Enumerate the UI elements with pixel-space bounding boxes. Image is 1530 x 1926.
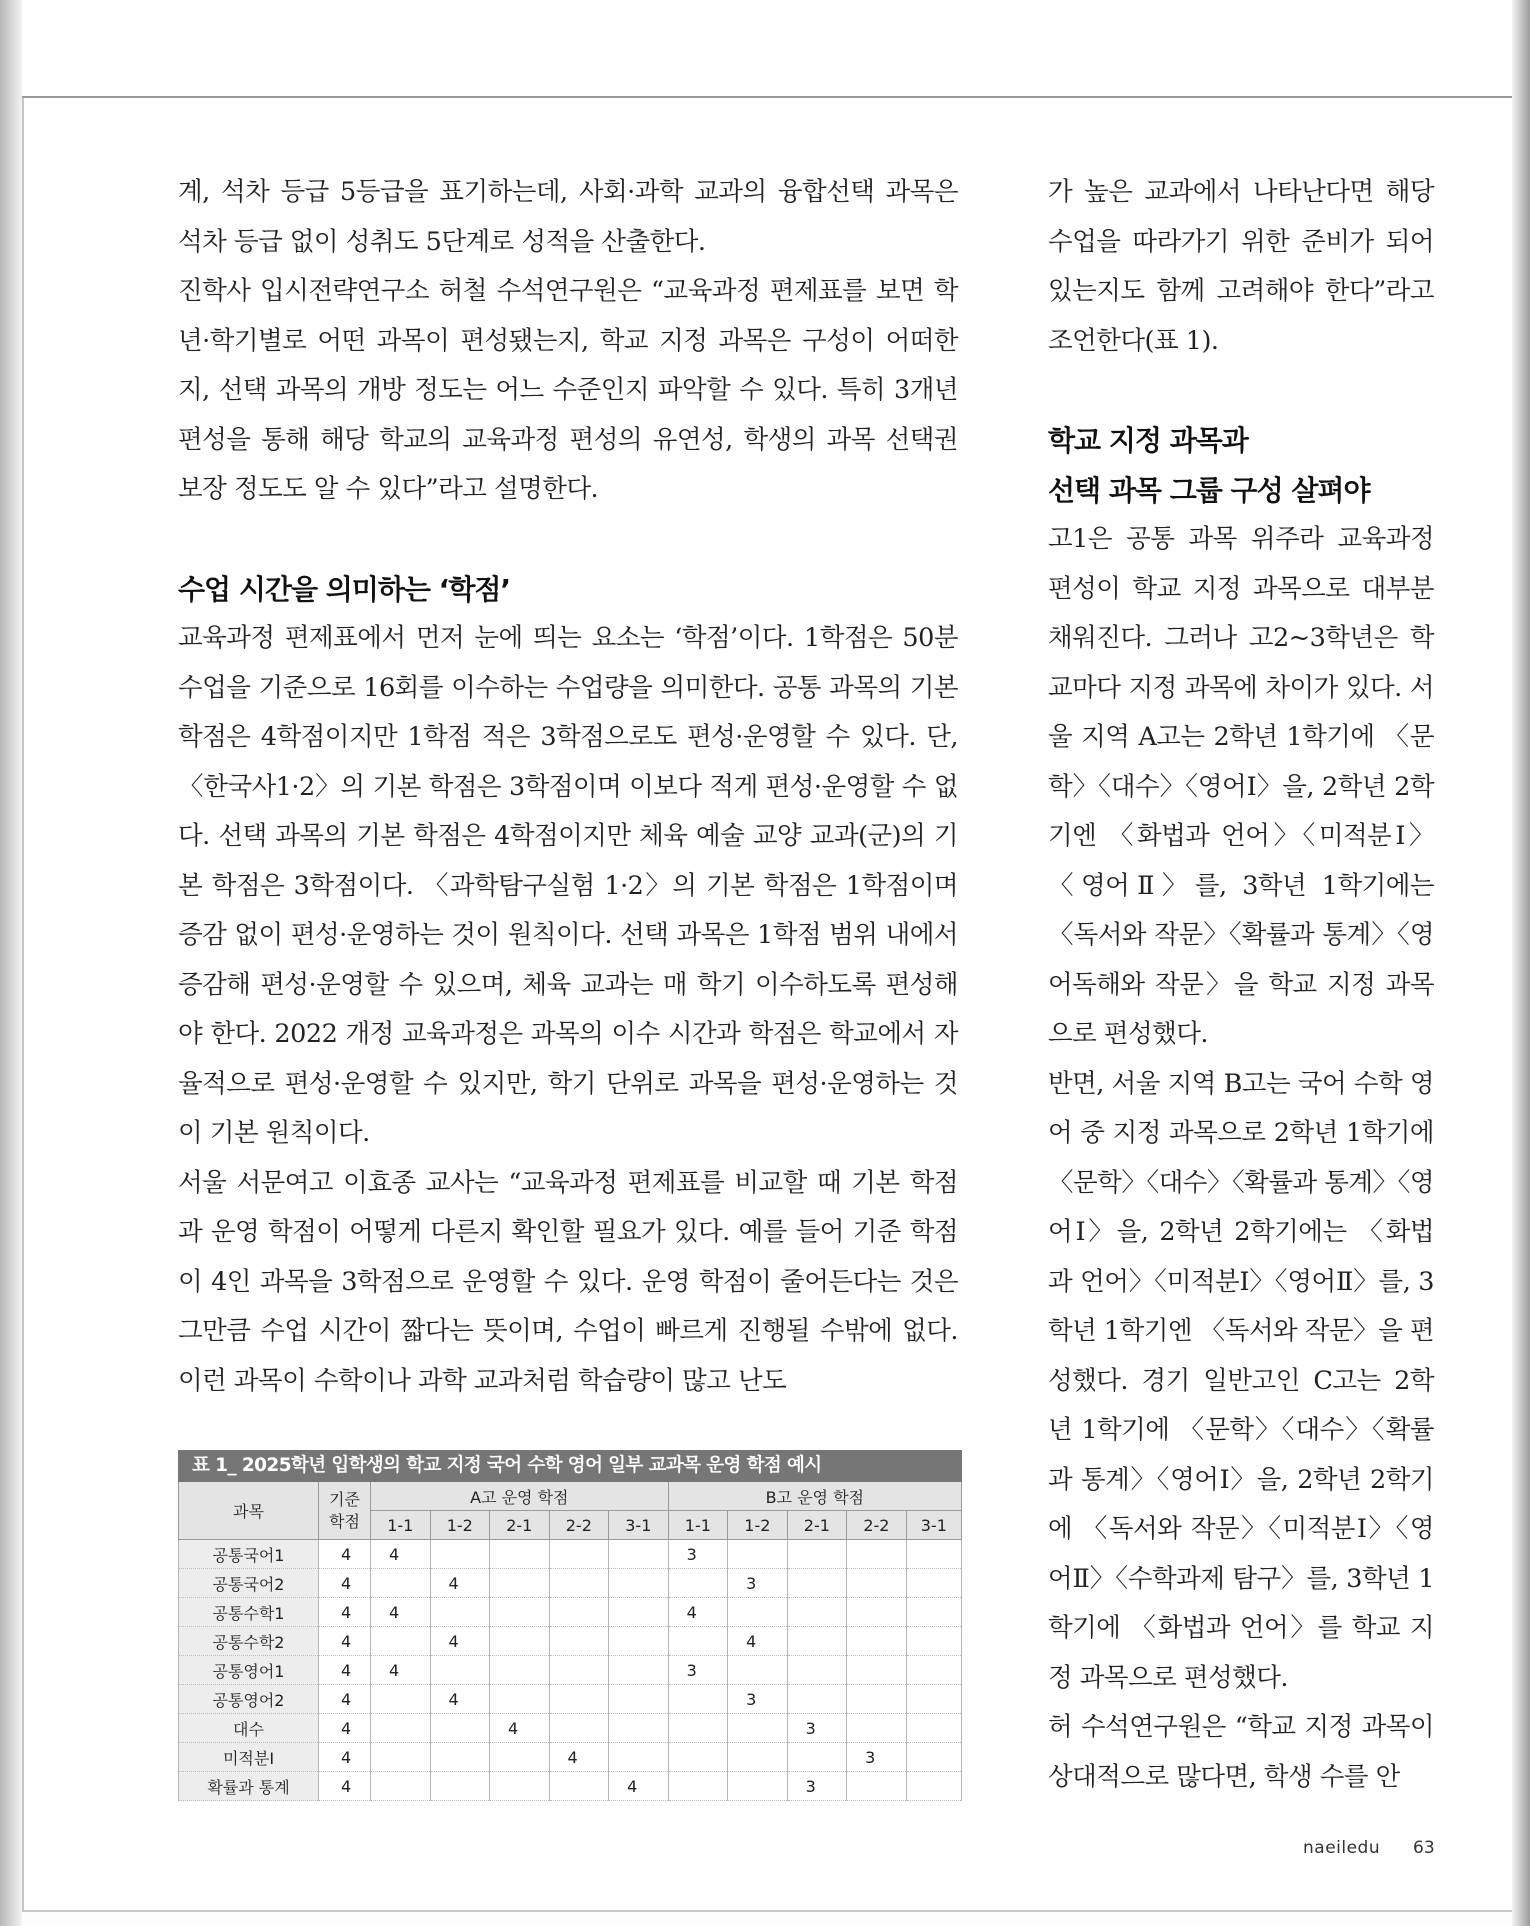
section-heading-line2: 선택 과목 그룹 구성 살펴야 — [1048, 473, 1370, 507]
cell-credit-b — [906, 1685, 961, 1714]
cell-subject: 공통수학2 — [179, 1627, 319, 1656]
cell-credit-a — [371, 1685, 431, 1714]
cell-base-credit: 4 — [319, 1569, 371, 1598]
table-row — [179, 1656, 962, 1685]
spacer — [1048, 366, 1434, 416]
cell-credit-a — [430, 1714, 490, 1743]
cell-credit-b: 4 — [668, 1598, 728, 1627]
cell-credit-a — [549, 1714, 609, 1743]
cell-credit-b — [847, 1540, 907, 1569]
section-heading-line1: 학교 지정 과목과 — [1048, 424, 1248, 457]
cell-credit-b — [906, 1772, 961, 1801]
cell-subject: 대수 — [179, 1714, 319, 1743]
cell-credit-b: 3 — [668, 1540, 728, 1569]
header-term: 1-2 — [430, 1511, 490, 1540]
cell-credit-b — [668, 1743, 728, 1772]
table-body — [179, 1540, 962, 1801]
cell-base-credit: 4 — [319, 1627, 371, 1656]
cell-credit-a — [371, 1743, 431, 1772]
cell-subject: 공통영어1 — [179, 1656, 319, 1685]
paragraph: 진학사 입시전략연구소 허철 수석연구원은 “교육과정 편제표를 보면 학년·학기별로 어떤 과목이 편성됐는지, 학교 지정 과목은 구성이 어떠한지, 선택 과목의 개방 정도는 어느 수준인지 파악할 수 있다. 특히 3개년 편성을 통해 해당 학교의 교육과정 편성의 유연성, 학생의 과목 선택권 보장 정도도 알 수 있다”라고 설명한다. — [178, 276, 958, 504]
cell-credit-a — [490, 1598, 550, 1627]
cell-credit-a — [490, 1569, 550, 1598]
table-caption: 표 1_ 2025학년 입학생의 학교 지정 국어 수학 영어 일부 교과목 운영 학점 예시 — [178, 1450, 962, 1482]
cell-base-credit: 4 — [319, 1714, 371, 1743]
cell-subject: 미적분Ⅰ — [179, 1743, 319, 1772]
cell-base-credit: 4 — [319, 1685, 371, 1714]
header-term: 2-1 — [490, 1511, 550, 1540]
header-term: 1-2 — [728, 1511, 788, 1540]
cell-credit-a — [609, 1743, 669, 1772]
paragraph: 서울 서문여고 이효종 교사는 “교육과정 편제표를 비교할 때 기본 학점과 운영 학점이 어떻게 다른지 확인할 필요가 있다. 예를 들어 기준 학점이 4인 과목을 3학점으로 운영할 수 있다. 운영 학점이 줄어든다는 것은 그만큼 수업 시간이 짧다는 뜻이며, 수업이 빠르게 진행될 수밖에 없다. 이런 과목이 수학이나 과학 교과처럼 학습량이 많고 난도 — [178, 1167, 958, 1396]
header-base-credit: 기준 학점 — [319, 1482, 371, 1540]
cell-credit-a — [549, 1627, 609, 1656]
cell-credit-b: 3 — [668, 1656, 728, 1685]
table-row — [179, 1772, 962, 1801]
cell-credit-b — [847, 1627, 907, 1656]
cell-credit-a — [609, 1685, 669, 1714]
cell-credit-a: 4 — [549, 1743, 609, 1772]
header-term: 2-1 — [787, 1511, 847, 1540]
table-row — [179, 1598, 962, 1627]
header-subject: 과목 — [179, 1482, 319, 1540]
cell-credit-a: 4 — [430, 1627, 490, 1656]
paragraph: 가 높은 교과에서 나타난다면 해당 수업을 따라가기 위한 준비가 되어 있는지도 함께 고려해야 한다”라고 조언한다(표 1). — [1048, 177, 1434, 356]
cell-credit-a: 4 — [371, 1540, 431, 1569]
cell-credit-a — [609, 1598, 669, 1627]
cell-credit-a — [371, 1772, 431, 1801]
cell-credit-a — [490, 1743, 550, 1772]
cell-credit-a: 4 — [430, 1685, 490, 1714]
cell-credit-a: 4 — [371, 1656, 431, 1685]
cell-credit-a — [549, 1569, 609, 1598]
cell-credit-b — [906, 1714, 961, 1743]
left-column — [178, 168, 958, 1406]
cell-credit-b — [728, 1540, 788, 1569]
cell-credit-b — [906, 1569, 961, 1598]
header-term: 1-1 — [371, 1511, 431, 1540]
cell-credit-b — [668, 1772, 728, 1801]
cell-credit-a: 4 — [490, 1714, 550, 1743]
header-term: 3-1 — [609, 1511, 669, 1540]
header-term: 2-2 — [847, 1511, 907, 1540]
cell-credit-b — [787, 1569, 847, 1598]
cell-credit-b: 3 — [787, 1714, 847, 1743]
cell-credit-b — [728, 1598, 788, 1627]
paragraph: 허 수석연구원은 “학교 지정 과목이 상대적으로 많다면, 학생 수를 안 — [1048, 1712, 1434, 1792]
cell-credit-a: 4 — [609, 1772, 669, 1801]
footer-brand: naeiledu — [1303, 1838, 1381, 1858]
cell-credit-a — [609, 1627, 669, 1656]
cell-credit-b — [728, 1656, 788, 1685]
cell-credit-b: 3 — [728, 1569, 788, 1598]
cell-credit-b — [787, 1598, 847, 1627]
page-header-band — [22, 0, 1512, 98]
cell-base-credit: 4 — [319, 1598, 371, 1627]
table-row — [179, 1685, 962, 1714]
cell-subject: 공통국어2 — [179, 1569, 319, 1598]
cell-credit-a — [430, 1743, 490, 1772]
cell-credit-a — [609, 1714, 669, 1743]
cell-credit-b — [847, 1685, 907, 1714]
cell-credit-b — [728, 1714, 788, 1743]
cell-subject: 확률과 통계 — [179, 1772, 319, 1801]
cell-credit-a: 4 — [371, 1598, 431, 1627]
cell-credit-a — [609, 1569, 669, 1598]
cell-base-credit: 4 — [319, 1540, 371, 1569]
table-row — [179, 1540, 962, 1569]
page-gutter-shadow — [0, 0, 22, 1926]
paragraph: 반면, 서울 지역 B고는 국어 수학 영어 중 지정 과목으로 2학년 1학기에 〈문학〉〈대수〉〈확률과 통계〉〈영어Ⅰ〉을, 2학년 2학기에는 〈화법과 언어〉〈미적분Ⅰ〉〈영어Ⅱ〉를, 3학년 1학기엔 〈독서와 작문〉을 편성했다. 경기 일반고인 C고는 2학년 1학기에 〈문학〉〈대수〉〈확률과 통계〉〈영어Ⅰ〉을, 2학년 2학기에 〈독서와 작문〉〈미적분Ⅰ〉〈영어Ⅱ〉〈수학과제 탐구〉를, 3학년 1학기에 〈화법과 언어〉를 학교 지정 과목으로 편성했다. — [1048, 1068, 1434, 1693]
cell-credit-a — [549, 1656, 609, 1685]
cell-credit-b — [787, 1627, 847, 1656]
cell-subject: 공통영어2 — [179, 1685, 319, 1714]
cell-credit-b: 4 — [728, 1627, 788, 1656]
cell-credit-b — [668, 1685, 728, 1714]
cell-credit-b — [847, 1714, 907, 1743]
cell-base-credit: 4 — [319, 1772, 371, 1801]
paragraph: 계, 석차 등급 5등급을 표기하는데, 사회·과학 교과의 융합선택 과목은 석차 등급 없이 성취도 5단계로 성적을 산출한다. — [178, 177, 958, 257]
cell-credit-b — [668, 1569, 728, 1598]
cell-credit-a — [490, 1772, 550, 1801]
table-row — [179, 1627, 962, 1656]
spacer — [178, 515, 958, 565]
page-number: 63 — [1413, 1838, 1435, 1858]
header-term: 1-1 — [668, 1511, 728, 1540]
cell-credit-b — [787, 1656, 847, 1685]
cell-credit-b — [728, 1772, 788, 1801]
cell-credit-b: 3 — [728, 1685, 788, 1714]
cell-credit-a — [549, 1598, 609, 1627]
credit-table — [178, 1482, 962, 1801]
cell-credit-a — [490, 1656, 550, 1685]
cell-credit-b — [847, 1569, 907, 1598]
cell-credit-a — [609, 1656, 669, 1685]
cell-credit-b — [906, 1743, 961, 1772]
table-row — [179, 1714, 962, 1743]
cell-subject: 공통수학1 — [179, 1598, 319, 1627]
header-school-b: B고 운영 학점 — [668, 1482, 961, 1511]
cell-credit-a — [430, 1540, 490, 1569]
cell-credit-a — [549, 1540, 609, 1569]
cell-credit-b — [668, 1627, 728, 1656]
cell-credit-a: 4 — [430, 1569, 490, 1598]
cell-credit-a — [430, 1656, 490, 1685]
cell-credit-b — [668, 1714, 728, 1743]
cell-credit-a — [490, 1685, 550, 1714]
cell-subject: 공통국어1 — [179, 1540, 319, 1569]
cell-credit-a — [609, 1540, 669, 1569]
cell-credit-b — [847, 1772, 907, 1801]
cell-credit-b — [787, 1685, 847, 1714]
paragraph: 고1은 공통 과목 위주라 교육과정 편성이 학교 지정 과목으로 대부분 채워진다. 그러나 고2~3학년은 학교마다 지정 과목에 차이가 있다. 서울 지역 A고는 2학년 1학기에 〈문학〉〈대수〉〈영어Ⅰ〉을, 2학년 2학기엔 〈화법과 언어〉〈미적분Ⅰ〉〈영어Ⅱ〉를, 3학년 1학기에는 〈독서와 작문〉〈확률과 통계〉〈영어독해와 작문〉을 학교 지정 과목으로 편성했다. — [1048, 524, 1434, 1049]
cell-base-credit: 4 — [319, 1743, 371, 1772]
header-term: 2-2 — [549, 1511, 609, 1540]
cell-credit-b — [787, 1743, 847, 1772]
cell-credit-a — [371, 1627, 431, 1656]
cell-credit-a — [430, 1598, 490, 1627]
table-row — [179, 1569, 962, 1598]
cell-credit-b — [787, 1540, 847, 1569]
page-edge-shadow — [1512, 0, 1530, 1926]
cell-credit-b — [906, 1540, 961, 1569]
cell-credit-b — [847, 1598, 907, 1627]
cell-credit-a — [490, 1627, 550, 1656]
cell-credit-b: 3 — [787, 1772, 847, 1801]
cell-credit-b — [906, 1598, 961, 1627]
cell-base-credit: 4 — [319, 1656, 371, 1685]
cell-credit-b — [728, 1743, 788, 1772]
cell-credit-a — [430, 1772, 490, 1801]
right-column — [1048, 168, 1434, 1802]
cell-credit-a — [549, 1772, 609, 1801]
table-row — [179, 1743, 962, 1772]
cell-credit-b — [906, 1627, 961, 1656]
cell-credit-b: 3 — [847, 1743, 907, 1772]
paragraph: 교육과정 편제표에서 먼저 눈에 띄는 요소는 ‘학점’이다. 1학점은 50분 수업을 기준으로 16회를 이수하는 수업량을 의미한다. 공통 과목의 기본 학점은 4학점이지만 1학점 적은 3학점으로도 편성·운영할 수 있다. 단, 〈한국사1·2〉의 기본 학점은 3학점이며 이보다 적게 편성·운영할 수 없다. 선택 과목의 기본 학점은 4학점이지만 체육 예술 교양 교과(군)의 기본 학점은 3학점이다. 〈과학탐구실험 1·2〉의 기본 학점은 1학점이며 증감 없이 편성·운영하는 것이 원칙이다. 선택 과목은 1학점 범위 내에서 증감해 편성·운영할 수 있으며, 체육 교과는 매 학기 이수하도록 편성해야 한다. 2022 개정 교육과정은 과목의 이수 시간과 학점은 학교에서 자율적으로 편성·운영할 수 있지만, 학기 단위로 과목을 편성·운영하는 것이 기본 원칙이다. — [178, 623, 958, 1148]
section-heading: 수업 시간을 의미하는 ‘학점’ — [178, 572, 511, 606]
cell-credit-a — [549, 1685, 609, 1714]
cell-credit-b — [906, 1656, 961, 1685]
header-term: 3-1 — [906, 1511, 961, 1540]
cell-credit-a — [371, 1714, 431, 1743]
cell-credit-a — [490, 1540, 550, 1569]
header-school-a: A고 운영 학점 — [371, 1482, 669, 1511]
cell-credit-a — [371, 1569, 431, 1598]
cell-credit-b — [847, 1656, 907, 1685]
